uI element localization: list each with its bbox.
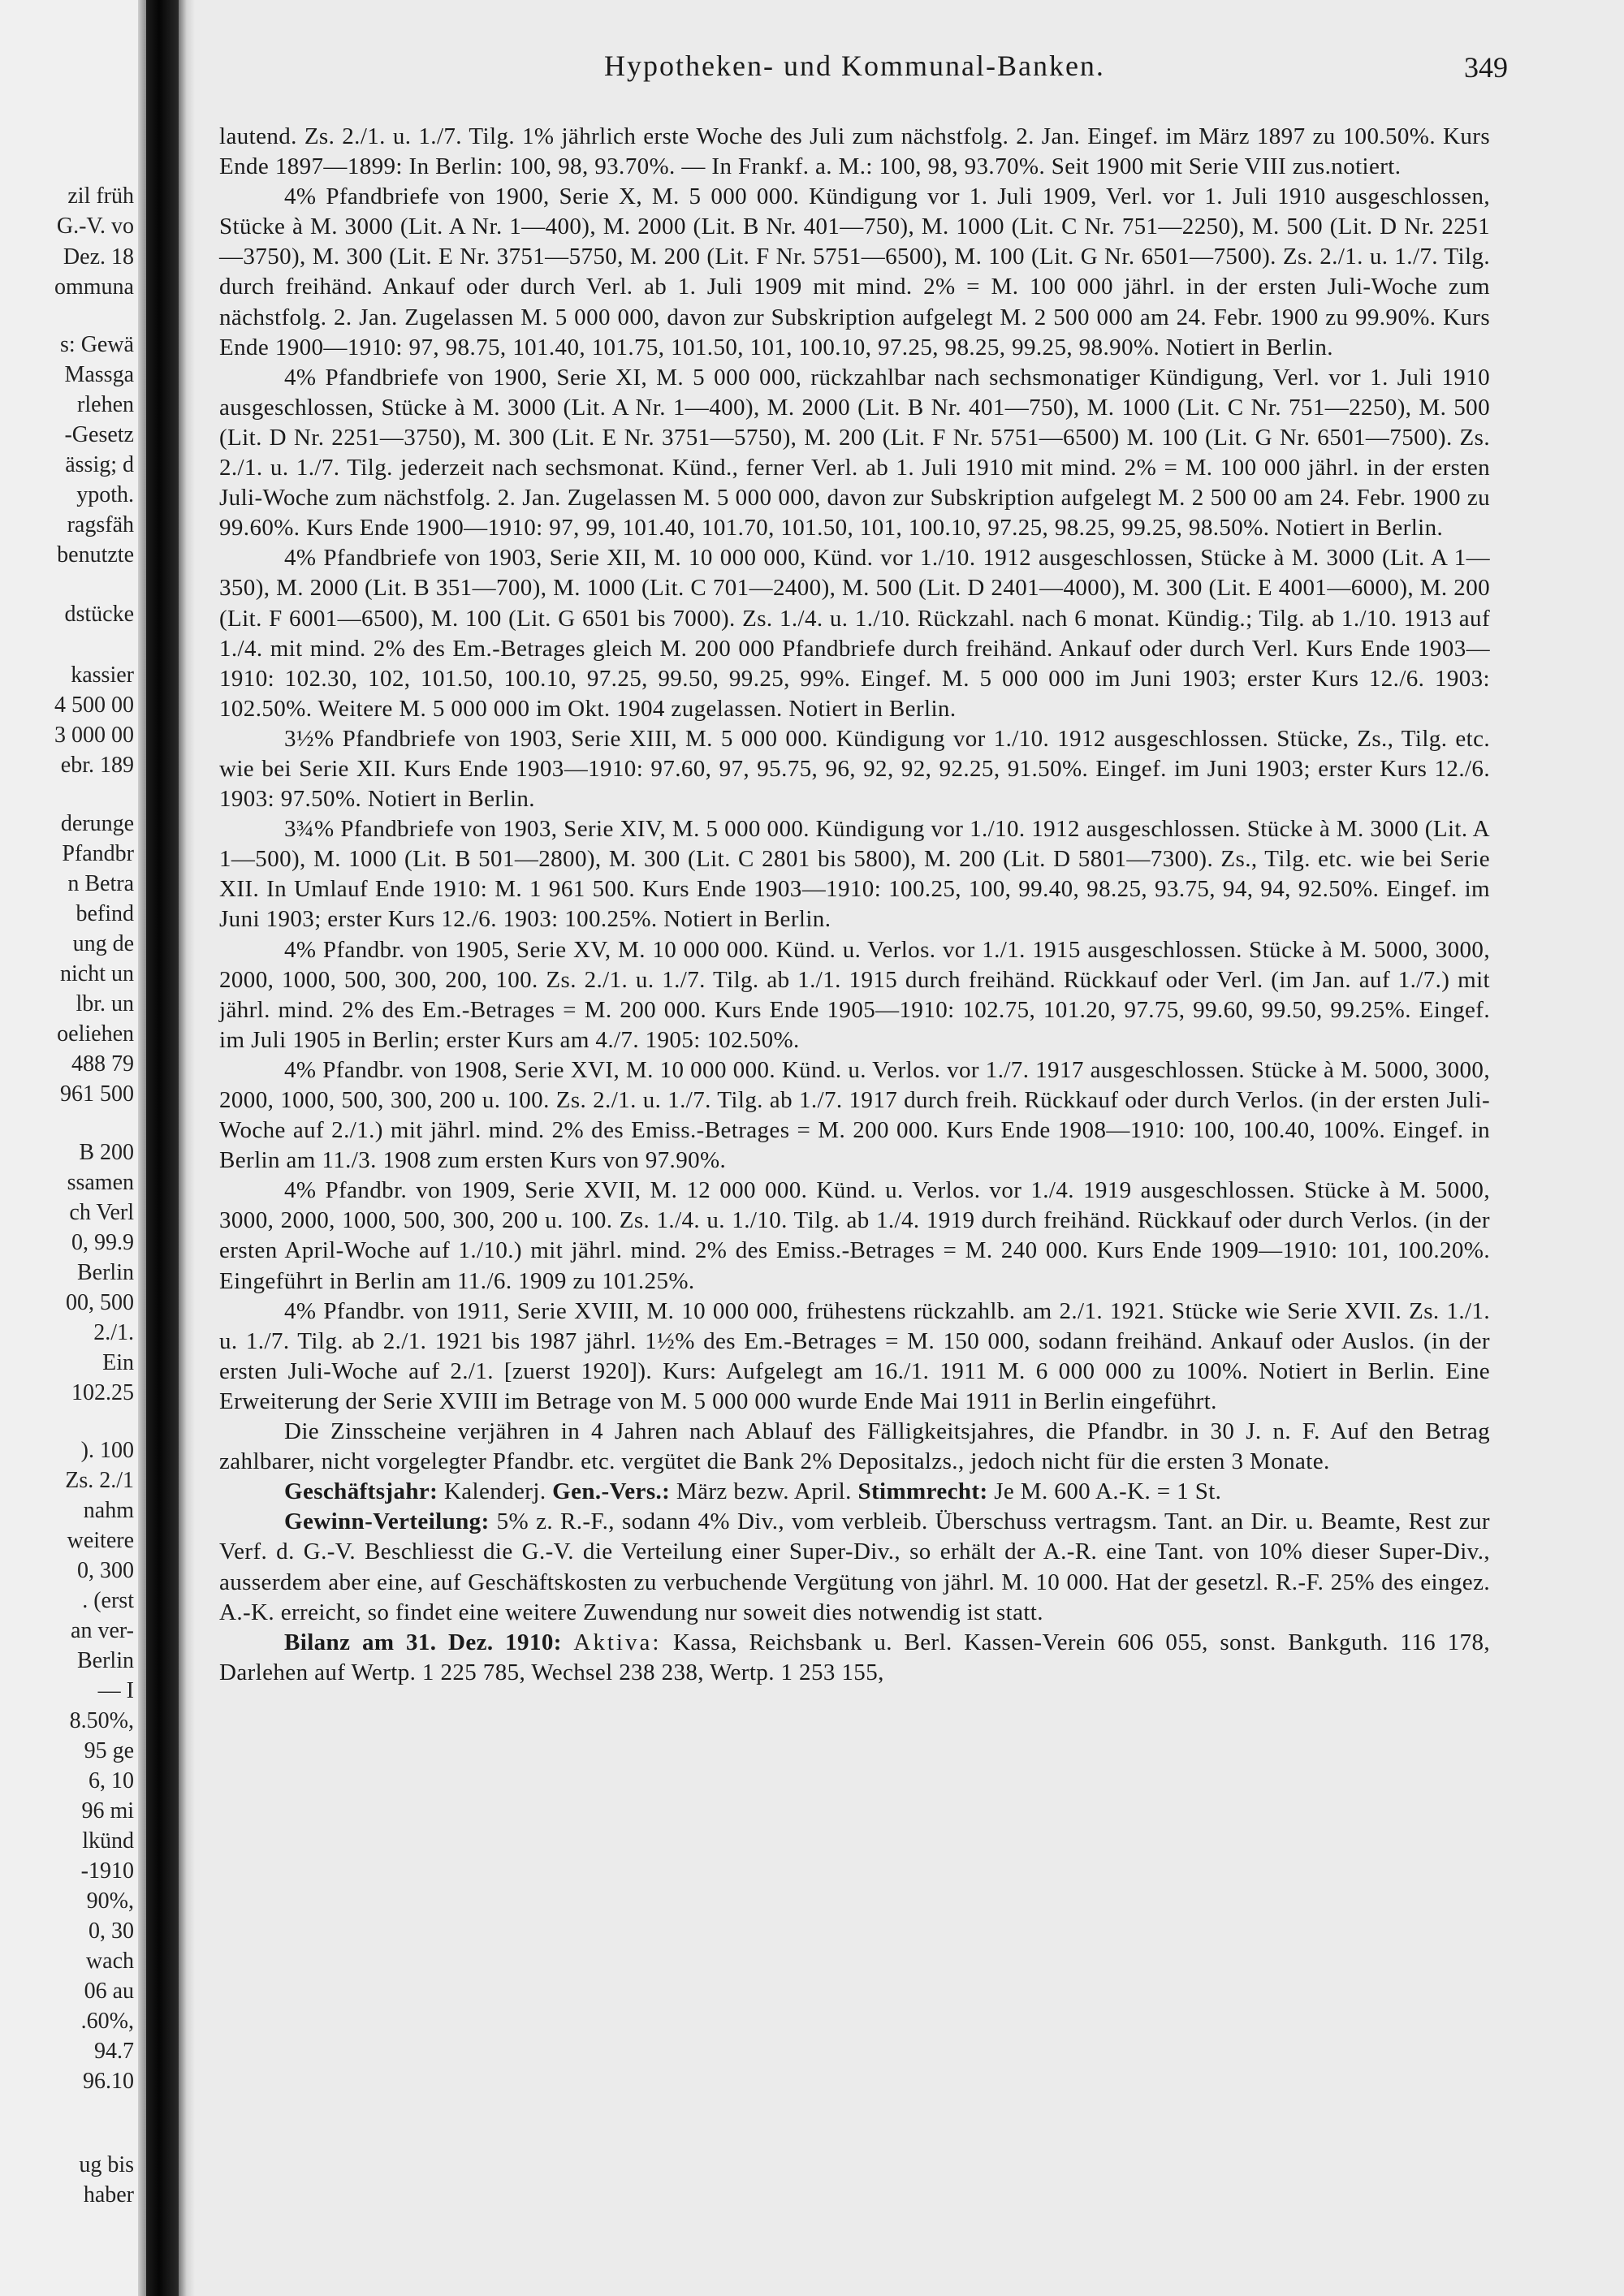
facing-page-line: 00, 500	[66, 1290, 134, 1315]
facing-page-line: Berlin	[77, 1648, 134, 1673]
facing-page-line: ommuna	[54, 274, 134, 300]
facing-page-line: ässig; d	[65, 452, 134, 477]
facing-page-line: ung de	[72, 931, 134, 956]
facing-page-line: 8.50%,	[69, 1708, 134, 1733]
facing-page-line: zil früh	[67, 183, 134, 209]
assets-label: Aktiva:	[573, 1629, 662, 1655]
facing-page-line: n Betra	[67, 871, 134, 896]
facing-page-line: 0, 99.9	[71, 1230, 134, 1255]
facing-page-line: — I	[97, 1678, 134, 1703]
paragraph: 3¾% Pfandbriefe von 1903, Serie XIV, M. 5 000 000. Kündigung vor 1./10. 1912 ausgeschlossen. Stücke à M. 3000 (Lit. A 1—500), M. 1000 (Lit. B 501—2800), M. 300 (Lit. C 2801 bis 5800), M. 200 (Lit. D 5801—7300). Zs., Tilg. etc. wie bei Serie XII. In Umlauf Ende 1910: M. 1 961 500. Kurs Ende 1903—1910: 100.25, 100, 99.40, 98.25, 93.75, 94, 94, 92.50%. Eingef. im Juni 1903; erster Kurs 12./6. 1903: 100.25%. Notiert in Berlin.	[219, 816, 1490, 933]
facing-page-line: Pfandbr	[62, 841, 134, 866]
page-gutter-shadow	[138, 0, 146, 2296]
facing-page-line: dstücke	[64, 602, 134, 627]
paragraph: 4% Pfandbriefe von 1903, Serie XII, M. 10 000 000, Künd. vor 1./10. 1912 ausgeschlossen, Stücke à M. 3000 (Lit. A 1—350), M. 2000 (Lit. B 351—700), M. 1000 (Lit. C 701—2400), M. 500 (Lit. D 2401—4000), M. 300 (Lit. E 4001—6000), M. 200 (Lit. F 6001—6500), M. 100 (Lit. G 6501 bis 7000). Zs. 1./4. u. 1./10. Rückzahl. nach 6 monat. Kündig.; Tilg. ab 1./10. 1913 auf 1./4. mit mind. 2% des Em.-Betrages gleich M. 200 000 Pfandbriefe durch freihänd. Ankauf oder durch Verl. Kurs Ende 1903—1910: 102.30, 102, 101.50, 100.10, 97.25, 99.50, 99.25, 99%. Eingef. M. 5 000 000 im Juni 1903; erster Kurs 12./6. 1903: 102.50%. Weitere M. 5 000 000 im Okt. 1904 zugelassen. Notiert in Berlin.	[219, 545, 1490, 722]
facing-page-line: ragsfäh	[67, 512, 134, 537]
facing-page-line: wach	[85, 1949, 134, 1974]
paragraph: 4% Pfandbr. von 1911, Serie XVIII, M. 10 000 000, frühestens rückzahlb. am 2./1. 1921. Stücke wie Serie XVII. Zs. 1./1. u. 1./7. Tilg. ab 2./1. 1921 bis 1987 jährl. 1½% des Em.-Betrages = M. 150 000, sodann freihänd. Ankauf oder Auslos. (in der ersten Juli-Woche auf 2./1. [zuerst 1920]). Kurs: Aufgelegt am 16./1. 1911 M. 6 000 000 zu 100%. Notiert in Berlin. Eine Erweiterung der Serie XVIII im Betrage von M. 5 000 000 wurde Ende Mai 1911 in Berlin eingeführt.	[219, 1297, 1490, 1414]
fiscal-year-label: Geschäftsjahr:	[284, 1478, 438, 1505]
facing-page-line: benutzte	[57, 542, 134, 568]
facing-page-line: befind	[76, 901, 134, 926]
running-title: Hypotheken- und Kommunal-Banken.	[604, 50, 1105, 82]
facing-page-line: lkünd	[82, 1828, 134, 1854]
facing-page-line: 90%,	[86, 1888, 134, 1914]
facing-page-line: Ein	[102, 1350, 134, 1375]
book-binding	[146, 0, 179, 2296]
book-page	[219, 49, 1508, 1688]
facing-page-line: . (erst	[82, 1588, 134, 1613]
facing-page-line: -1910	[80, 1858, 134, 1884]
facing-page-line: ypoth.	[76, 482, 134, 507]
paragraph: 4% Pfandbr. von 1909, Serie XVII, M. 12 000 000. Künd. u. Verlos. vor 1./4. 1919 ausgeschlossen. Stücke à M. 5000, 3000, 2000, 1000, 500, 300, 200 u. 100. Zs. 1./4. u. 1./10. Tilg. ab 1./4. 1919 durch freihänd. Rückkauf oder durch Verlos. (in der ersten April-Woche auf 1./10.) mit jährl. mind. 2% des Emiss.-Betrages = M. 240 000. Kurs Ende 1909—1910: 101, 100.20%. Eingeführt in Berlin am 11./6. 1909 zu 101.25%.	[219, 1177, 1490, 1294]
facing-page-line: 95 ge	[84, 1738, 134, 1763]
paragraph: 4% Pfandbr. von 1905, Serie XV, M. 10 000 000. Künd. u. Verlos. vor 1./1. 1915 ausgeschlossen. Stücke à M. 5000, 3000, 2000, 1000, 500, 300, 200, 100. Zs. 2./1. u. 1./7. Tilg. ab 1./1. 1915 durch freihänd. Rückkauf oder Verl. (im Jan. auf 1./7.) mit jährl. mind. 2% des Em.-Betrages = M. 200 000. Kurs Ende 1905—1910: 102.75, 101.20, 97.75, 99.60, 99.50, 99.25%. Eingef. im Juli 1905 in Berlin; erster Kurs am 4./7. 1905: 102.50%.	[219, 936, 1490, 1053]
facing-page-line: haber	[83, 2182, 134, 2208]
profit-distribution-label: Gewinn-Verteilung:	[284, 1508, 490, 1535]
facing-page-line: Zs. 2./1	[65, 1468, 134, 1493]
facing-page-line: nahm	[83, 1498, 134, 1523]
facing-page-line: ). 100	[80, 1438, 134, 1463]
balance-sheet-text: Kassa, Reichsbank u. Berl. Kassen-Verein 606 055, sonst. Bankguth. 116 178, Darlehen auf Wertp. 1 225 785, Wechsel 238 238, Wertp. 1 253 155,	[219, 1629, 1490, 1685]
facing-page-line: 102.25	[71, 1380, 134, 1405]
paragraph: 3½% Pfandbriefe von 1903, Serie XIII, M. 5 000 000. Kündigung vor 1./10. 1912 ausgeschlossen. Stücke, Zs., Tilg. etc. wie bei Serie XII. Kurs Ende 1903—1910: 97.60, 97, 95.75, 96, 92, 92, 92.25, 91.50%. Eingef. im Juni 1903; erster Kurs 12./6. 1903: 97.50%. Notiert in Berlin.	[219, 725, 1490, 813]
facing-page-line: kassier	[71, 662, 134, 688]
profit-distribution	[219, 1507, 1490, 1627]
facing-page-line: derunge	[60, 811, 134, 836]
facing-page-line: ug bis	[79, 2152, 134, 2177]
general-meeting-label: Gen.-Vers.:	[552, 1478, 671, 1505]
facing-page-line: ssamen	[67, 1170, 134, 1195]
facing-page-line: Massga	[64, 362, 134, 387]
paragraph: 4% Pfandbr. von 1908, Serie XVI, M. 10 000 000. Künd. u. Verlos. vor 1./7. 1917 ausgeschlossen. Stücke à M. 5000, 3000, 2000, 1000, 500, 300, 200 u. 100. Zs. 2./1. u. 1./7. Tilg. ab 1./7. 1917 durch freih. Rückkauf oder durch Verlos. (in der ersten Juli-Woche auf 2./1.) mit jährl. mind. 2% des Emiss.-Betrages = M. 200 000. Kurs Ende 1908—1910: 100, 100.40, 100%. Eingef. in Berlin am 11./3. 1908 zum ersten Kurs von 97.90%.	[219, 1056, 1490, 1174]
general-meeting-value: März bezw. April.	[676, 1478, 852, 1505]
facing-page-line: B 200	[79, 1140, 134, 1165]
facing-page-line: 6, 10	[89, 1768, 134, 1793]
facing-page-line: 0, 30	[89, 1918, 134, 1944]
balance-sheet	[219, 1628, 1490, 1688]
facing-page-line: lbr. un	[76, 991, 134, 1016]
profit-distribution-text: 5% z. R.-F., sodann 4% Div., vom verbleib. Überschuss vertragsm. Tant. an Dir. u. Beamte, Rest zur Verf. d. G.-V. Beschliesst die G.-V. die Verteilung einer Super-Div., so erhält der A.-R. eine Tant. von 10% dieser Super-Div., ausserdem aber eine, auf Geschäftskosten zu verbuchende Vergütung von jährl. M. 10 000. Hat der gesetzl. R.-F. 25% des eingez. A.-K. erreicht, so findet eine weitere Zuwendung nur soweit dies notwendig ist statt.	[219, 1508, 1490, 1625]
facing-page-line: 4 500 00	[54, 693, 134, 718]
fiscal-year-value: Kalenderj.	[443, 1478, 546, 1505]
body-text	[219, 122, 1490, 1688]
facing-page-line: oeliehen	[57, 1021, 134, 1047]
facing-page-line: an ver-	[71, 1618, 134, 1643]
page-gutter-shadow-right	[179, 0, 195, 2296]
facing-page-line: G.-V. vo	[56, 214, 134, 239]
facing-page-line: -Gesetz	[64, 422, 134, 447]
facing-page-line: ch Verl	[69, 1200, 134, 1225]
facing-page-line: 06 au	[84, 1979, 134, 2004]
facing-page-line: weitere	[67, 1528, 134, 1553]
facing-page-line: .60%,	[80, 2009, 134, 2034]
paragraph: 4% Pfandbriefe von 1900, Serie X, M. 5 000 000. Kündigung vor 1. Juli 1909, Verl. vor 1. Juli 1910 ausgeschlossen, Stücke à M. 3000 (Lit. A Nr. 1—400), M. 2000 (Lit. B Nr. 401—750), M. 1000 (Lit. C Nr. 751—2250), M. 500 (Lit. D Nr. 2251—3750), M. 300 (Lit. E Nr. 3751—5750, M. 200 (Lit. F Nr. 5751—6500), M. 100 (Lit. G Nr. 6501—7500). Zs. 2./1. u. 1./7. Tilg. durch freihänd. Ankauf oder durch Verl. ab 1. Juli 1909 mit mind. 2% = M. 100 000 jährl. in der ersten Juli-Woche zum nächstfolg. 2. Jan. Zugelassen M. 5 000 000, davon zur Subskription aufgelegt M. 2 500 000 am 24. Febr. 1900 zu 99.90%. Kurs Ende 1900—1910: 97, 98.75, 101.40, 101.75, 101.50, 101, 100.10, 97.25, 98.25, 99.25, 98.90%. Notiert in Berlin.	[219, 183, 1490, 360]
facing-page-line: 488 79	[71, 1051, 134, 1077]
facing-page-line: nicht un	[60, 961, 134, 986]
business-info	[219, 1477, 1490, 1507]
facing-page-fragment	[0, 0, 138, 2296]
facing-page-line: rlehen	[77, 392, 134, 417]
page-number: 349	[1464, 51, 1508, 84]
facing-page-line: 96 mi	[81, 1798, 134, 1823]
facing-page-line: 0, 300	[77, 1558, 134, 1583]
voting-right-value: Je M. 600 A.-K. = 1 St.	[994, 1478, 1222, 1505]
balance-sheet-label: Bilanz am 31. Dez. 1910:	[284, 1629, 562, 1655]
paragraph: Die Zinsscheine verjähren in 4 Jahren nach Ablauf des Fälligkeitsjahres, die Pfandbr. in 30 J. n. F. Auf den Betrag zahlbarer, nicht vorgelegter Pfandbr. etc. vergütet die Bank 2% Depositalzs., jedoch nicht für die ersten 3 Monate.	[219, 1418, 1490, 1475]
running-head	[219, 49, 1508, 97]
paragraph: 4% Pfandbriefe von 1900, Serie XI, M. 5 000 000, rückzahlbar nach sechsmonatiger Kündigung, Verl. vor 1. Juli 1910 ausgeschlossen, Stücke à M. 3000 (Lit. A Nr. 1—400), M. 2000 (Lit. B Nr. 401—750), M. 1000 (Lit. C Nr. 751—2250), M. 500 (Lit. D Nr. 2251—3750), M. 300 (Lit. E Nr. 3751—5750), M. 200 (Lit. F Nr. 5751—6500) M. 100 (Lit. G Nr. 6501—7500). Zs. 2./1. u. 1./7. Tilg. jederzeit nach sechsmonat. Künd., ferner Verl. ab 1. Juli 1910 mit mind. 2% = M. 100 000 jährl. in der ersten Juli-Woche zum nächstfolg. 2. Jan. Zugelassen M. 5 000 000, davon zur Subskription aufgelegt M. 2 500 00 am 24. Febr. 1900 zu 99.60%. Kurs Ende 1900—1910: 97, 99, 101.40, 101.70, 101.50, 101, 100.10, 97.25, 98.25, 99.25, 98.50%. Notiert in Berlin.	[219, 364, 1490, 542]
facing-page-line: 2./1.	[93, 1320, 134, 1345]
facing-page-line: Dez. 18	[63, 244, 134, 270]
facing-page-line: Berlin	[77, 1260, 134, 1285]
facing-page-line: 96.10	[83, 2069, 134, 2094]
facing-page-line: 94.7	[94, 2039, 134, 2064]
facing-page-line: 961 500	[60, 1081, 134, 1107]
facing-page-line: ebr. 189	[60, 753, 134, 778]
facing-page-line: 3 000 00	[54, 723, 134, 748]
facing-page-line: s: Gewä	[60, 332, 134, 357]
paragraph: lautend. Zs. 2./1. u. 1./7. Tilg. 1% jährlich erste Woche des Juli zum nächstfolg. 2. Jan. Eingef. im März 1897 zu 100.50%. Kurs Ende 1897—1899: In Berlin: 100, 98, 93.70%. — In Frankf. a. M.: 100, 98, 93.70%. Seit 1900 mit Serie VIII zus.notiert.	[219, 123, 1490, 180]
voting-right-label: Stimmrecht:	[857, 1478, 988, 1505]
